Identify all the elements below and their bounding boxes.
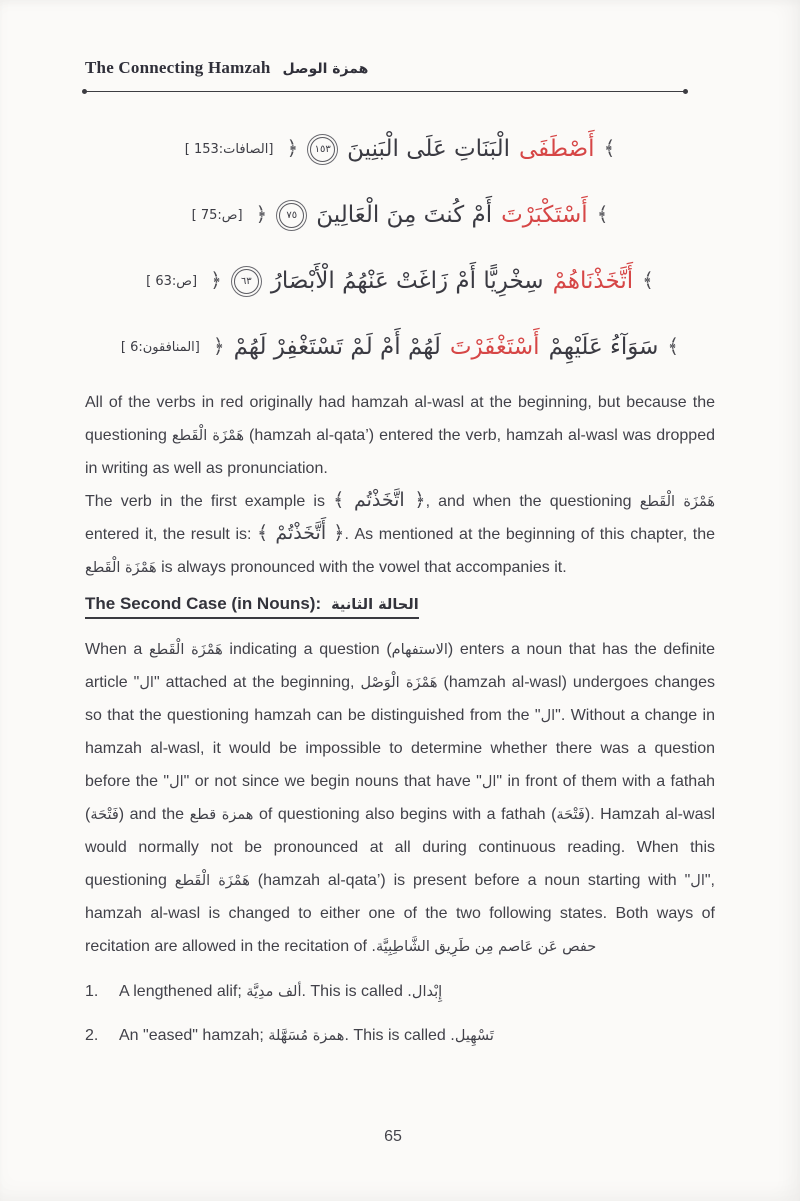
verse-open-ornament-icon: ﴾ <box>596 202 609 226</box>
inline-arabic-term: فَتْحَة <box>90 807 119 823</box>
inline-english-text: of questioning also begins with a fathah ( <box>253 806 557 823</box>
inline-english-text: " or not since we begin nouns that have " <box>183 773 482 790</box>
section-heading <box>85 594 715 619</box>
ayah-number-badge: ١٥٣ <box>310 137 335 162</box>
paragraph-verbs-in-red <box>85 386 715 485</box>
inline-english-text: The verb in the first example is <box>85 493 334 510</box>
inline-english-text: (hamzah al-qata’) entered the verb, hamzah al-wasl was dropped in writing as well as pronunciation. <box>85 427 715 477</box>
ayah-number-badge: ٦٣ <box>234 269 259 294</box>
paragraph-second-case <box>85 633 715 963</box>
section-heading-underline <box>85 594 419 619</box>
verse-reference: [ص:63 ] <box>146 273 198 289</box>
verse-word: سَوَآءُ عَلَيْهِمْ <box>548 334 659 360</box>
inline-english-text: ) enters a noun that has the definite article " <box>85 641 715 691</box>
inline-arabic-term: ال <box>169 774 184 790</box>
inline-english-text: ", hamzah al-wasl is changed to either one of the two following states. Both ways of recitation are allowed in the recitation of <box>85 872 715 955</box>
page-header <box>85 0 715 78</box>
inline-english-text: An "eased" hamzah; <box>119 1027 269 1044</box>
inline-arabic-term: فَتْحَة <box>556 807 585 823</box>
ayah-number-badge: ٧٥ <box>279 203 304 228</box>
inline-english-text: ". Without a change in hamzah al-wasl, it would be impossible to determine whether there was a question before the " <box>85 707 715 790</box>
verse-line-saffat-153 <box>85 116 715 182</box>
inline-arabic-term: ﴿ أَتَّخَذْتُمْ ﴾ <box>257 522 345 544</box>
verse-line-sad-75 <box>85 182 715 248</box>
verse-word-red: أَسْتَغْفَرْتَ <box>449 334 540 360</box>
page-number: 65 <box>384 1128 402 1145</box>
inline-arabic-term: ﴿ اتَّخَذْتُم ﴾ <box>333 489 426 511</box>
verse-word: الْبَنَاتِ عَلَى الْبَنِينَ <box>347 136 510 162</box>
inline-english-text: All of the verbs in red originally had hamzah al-wasl at the beginning, but because the questioning <box>85 394 715 444</box>
inline-arabic-term: هَمْزَة الْقَطع <box>85 560 157 576</box>
inline-english-text: . This is called <box>301 983 408 1000</box>
list-item-text-tasheel <box>119 1019 494 1052</box>
header-rule <box>83 91 687 92</box>
verse-reference: [المنافقون:6 ] <box>120 339 200 355</box>
inline-english-text: ) and the <box>118 806 190 823</box>
inline-arabic-term: هَمْزَة الْقَطع <box>639 494 716 510</box>
inline-english-text: entered it, the result is: <box>85 526 258 543</box>
inline-arabic-term: همزة قطع <box>189 807 254 823</box>
inline-arabic-term: ال <box>690 873 705 889</box>
inline-arabic-term: هَمْزَة الْقَطع <box>148 642 223 658</box>
inline-arabic-term: ال <box>540 708 556 724</box>
verse-word-red: أَسْتَكْبَرْتَ <box>501 202 588 228</box>
verse-close-ornament-icon: ﴿ <box>286 136 299 160</box>
inline-arabic-term: هَمْزَة الْقَطع <box>174 873 250 889</box>
verse-word: أَمْ كُنتَ مِنَ الْعَالِينَ <box>316 202 493 228</box>
list-item <box>85 975 715 1008</box>
inline-arabic-term: ال <box>139 675 154 691</box>
verse-close-ornament-icon: ﴿ <box>210 268 222 292</box>
inline-english-text: indicating a question ( <box>222 641 392 658</box>
inline-arabic-term: الاستفهام <box>391 642 448 658</box>
inline-english-text: A lengthened alif; <box>119 983 247 1000</box>
states-list <box>85 975 715 1052</box>
verse-close-ornament-icon: ﴿ <box>255 202 268 226</box>
inline-arabic-term: همزة مُسَهَّلة <box>268 1028 345 1044</box>
verse-word-red: أَتَّخَذْنَاهُمْ <box>552 268 634 294</box>
body-text <box>85 386 715 1052</box>
verse-open-ornament-icon: ﴾ <box>667 334 680 358</box>
verse-word-red: أَصْطَفَى <box>518 136 595 162</box>
list-item-number: 1. <box>85 983 99 1000</box>
running-head-arabic: همزة الوصل <box>282 61 369 77</box>
verse-line-sad-63 <box>85 248 715 314</box>
list-item <box>85 1019 715 1052</box>
list-item-text-ibdal <box>119 975 442 1008</box>
section-heading-arabic: الحالة الثانية <box>331 597 419 613</box>
verse-open-ornament-icon: ﴾ <box>603 136 616 160</box>
inline-arabic-term: هَمْزَة الْوَصْل <box>360 675 438 691</box>
inline-arabic-term: ألف مدِيَّة <box>246 984 302 1000</box>
inline-english-text: (hamzah al-qata’) is present before a noun starting with " <box>249 872 691 889</box>
inline-arabic-term: ال <box>481 774 497 790</box>
inline-english-text: ). Hamzah al-wasl would normally not be pronounced at all during continuous reading. When this questioning <box>85 806 716 889</box>
inline-english-text: . This is called <box>344 1027 451 1044</box>
inline-arabic-term: حفص عَن عَاصم مِن طَرِيق الشَّاطِبِيَّة. <box>371 939 597 955</box>
verse-line-munafiqun-6 <box>85 314 715 380</box>
verse-close-ornament-icon: ﴿ <box>212 334 225 358</box>
inline-english-text: . As mentioned at the beginning of this chapter, the <box>344 526 715 543</box>
inline-english-text: is always pronounced with the vowel that accompanies it. <box>156 559 567 576</box>
inline-english-text: When a <box>85 641 149 658</box>
section-heading-english: The Second Case (in Nouns): <box>85 594 322 613</box>
verse-reference: [الصافات:153 ] <box>184 141 274 157</box>
paragraph-first-example <box>85 485 715 584</box>
verse-word: سِخْرِيًّا أَمْ زَاغَتْ عَنْهُمُ الْأَبْصَارُ <box>270 268 544 294</box>
quran-verses <box>85 116 715 380</box>
inline-arabic-term: تَسْهِيل. <box>450 1028 494 1044</box>
verse-word: لَهُمْ أَمْ لَمْ تَسْتَغْفِرْ لَهُمْ <box>233 334 441 360</box>
inline-arabic-term: إِبْدال. <box>407 984 443 1000</box>
running-head-english: The Connecting Hamzah <box>85 58 271 77</box>
inline-english-text: " in front of them with a fathah ( <box>85 773 715 823</box>
inline-arabic-term: هَمْزَة الْقَطع <box>171 428 245 444</box>
inline-english-text: , and when the questioning <box>425 493 640 510</box>
inline-english-text: " attached at the beginning, <box>153 674 361 691</box>
verse-open-ornament-icon: ﴾ <box>642 268 654 292</box>
list-item-number: 2. <box>85 1027 99 1044</box>
inline-english-text: (hamzah al-wasl) undergoes changes so that the questioning hamzah can be distinguished from the " <box>85 674 716 724</box>
verse-reference: [ص:75 ] <box>191 207 243 223</box>
